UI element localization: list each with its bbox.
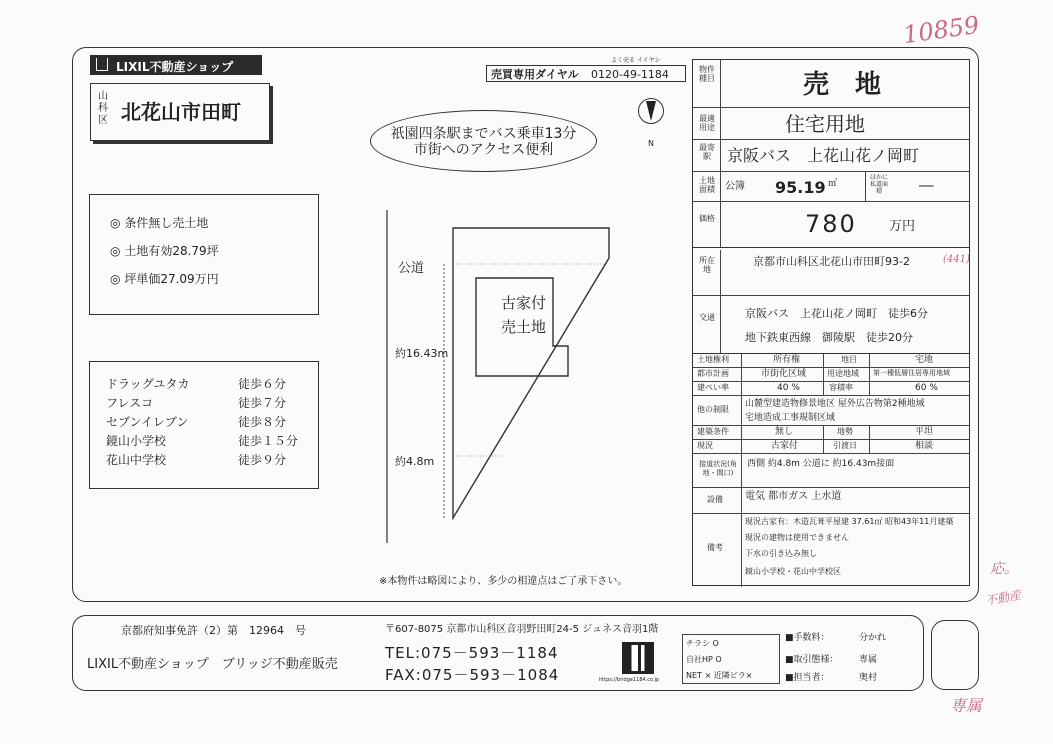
nearby-item: 鏡山小学校 徒歩１５分 <box>106 434 299 448</box>
feature-item: ◎ 条件無し売土地 <box>110 216 209 230</box>
fax-number: FAX:075－593－1084 <box>385 666 560 684</box>
company-address: 〒607-8075 京都市山科区音羽野田町24-5 ジュネス音羽1階 <box>385 624 659 635</box>
nearby-box <box>89 361 319 489</box>
deal-label: ■取引態様： <box>785 655 839 665</box>
area-box <box>90 83 270 141</box>
remark-line: 鏡山小学校・花山中学校区 <box>745 567 841 576</box>
handwritten-note-1: 応。 <box>990 561 1018 577</box>
tel-number[interactable]: TEL:075－593－1184 <box>385 644 559 662</box>
north-label: N <box>648 139 654 148</box>
handwritten-bottom-note: 専属 <box>950 696 983 715</box>
transport-2: 地下鉄東西線 御陵駅 徒歩20分 <box>745 331 913 344</box>
length-long: 約16.43m <box>395 347 449 360</box>
remark-line: 現況の建物は使用できません <box>745 533 849 542</box>
website-url[interactable]: https://bridge1184.co.jp <box>599 677 660 683</box>
best-use: 住宅用地 <box>785 112 865 136</box>
area-name: 北花山市田町 <box>121 100 241 124</box>
road-label: 公道 <box>398 261 425 276</box>
fee-label: ■手数料： <box>785 633 830 643</box>
equipment: 電気 都市ガス 上水道 <box>745 491 842 502</box>
staff-label: ■担当者： <box>785 673 830 683</box>
staff-value: 奥村 <box>859 673 878 683</box>
fee-value: 分かれ <box>859 633 887 643</box>
handwritten-number: 10859 <box>901 10 981 50</box>
road-contact: 西側 約4.8m 公道に 約16.43m接面 <box>747 459 895 469</box>
house-label-1: 古家付 <box>501 294 547 312</box>
nearby-item: フレスコ 徒歩７分 <box>106 396 287 410</box>
lixil-logo: LIXIL不動産ショップ <box>90 55 262 75</box>
nearby-item: ドラッグユタカ 徒歩６分 <box>106 377 287 391</box>
site-map <box>373 198 673 548</box>
access-bubble: 祇園四条駅までバス乗車13分 市街へのアクセス便利 <box>370 110 597 172</box>
deal-value: 専属 <box>859 655 878 665</box>
nearest-station: 京阪バス 上花山花ノ岡町 <box>727 146 920 165</box>
handwritten-note-2: 不動産 <box>984 587 1022 609</box>
nearby-item: 花山中学校 徒歩９分 <box>106 453 287 467</box>
sales-dial: 売買専用ダイヤル 0120-49-1184 よく売る イイヤシ <box>486 65 686 82</box>
nearby-item: セブンイレブン 徒歩８分 <box>106 415 287 429</box>
north-compass-icon <box>638 98 664 124</box>
feature-item: ◎ 土地有効28.79坪 <box>110 244 219 258</box>
remark-line: 下水の引き込み無し <box>745 549 817 558</box>
dial-number[interactable]: 0120-49-1184 <box>591 68 669 81</box>
remark-line: 現況古家有：木造瓦葺平屋建 37.61㎡ 昭和43年11月建築 <box>745 517 954 526</box>
main-frame <box>72 47 979 602</box>
property-type: 売 地 <box>803 70 882 100</box>
price: 780 <box>805 210 857 238</box>
license-number: 京都府知事免許（2）第 12964 号 <box>121 624 306 637</box>
company-name: LIXIL不動産ショップ ブリッジ不動産販売 <box>87 657 338 672</box>
area-label: 山科区 <box>98 91 108 126</box>
ads-box: チラシ O 自社HP O NET × 近隣ビラ× <box>682 634 780 684</box>
house-icon <box>96 58 108 71</box>
property-table: 物件種目 売 地 最適用途 住宅用地 最寄駅 京阪バス 上花山花ノ岡町 土地面積 公簿 95.19 ㎡ ほかに私道面積 ── 価格 780 万円 所在地 京都市山科区北花山市田町93-2 (441) 交通 京阪バス 上花山花ノ岡町 徒歩6分 地下鉄東西線 御陵駅 徒歩20分 土地権利 所有権 地目 宅地 都市計画 市街化区域 用途地域 第一種低層住居専用地域 建ぺい率 40 % 容積率 60 % 他の制限 山麓型建造物修景地区 屋外広告物第2種地域 宅地造成工事規制区域 建築条件 無し 地勢 平坦 現況 古家付 引渡日 相談 接道状況(角地・間口) 西側 約4.8m 公道に 約16.43m接面 設備 電気 都市ガス 上水道 備考 現況古家有：木造瓦葺平屋建 37.61㎡ 昭和43年11月建築 現況の建物は使用できません 下水の引き込み無し 鏡山小学校・花山中学校区 <box>692 59 970 586</box>
features-box <box>89 194 319 315</box>
footer-frame <box>72 615 924 691</box>
map-note: ※本物件は略図により、多少の相違点はご了承下さい。 <box>379 576 628 587</box>
feature-item: ◎ 坪単価27.09万円 <box>110 272 219 286</box>
length-short: 約4.8m <box>395 455 435 468</box>
transport-1: 京阪バス 上花山花ノ岡町 徒歩6分 <box>745 307 928 320</box>
address: 京都市山科区北花山市田町93-2 <box>753 255 910 268</box>
stamp-box <box>931 620 979 690</box>
land-area: 95.19 <box>775 178 826 197</box>
house-label-2: 売土地 <box>501 318 547 336</box>
qr-code-icon[interactable] <box>622 642 654 674</box>
